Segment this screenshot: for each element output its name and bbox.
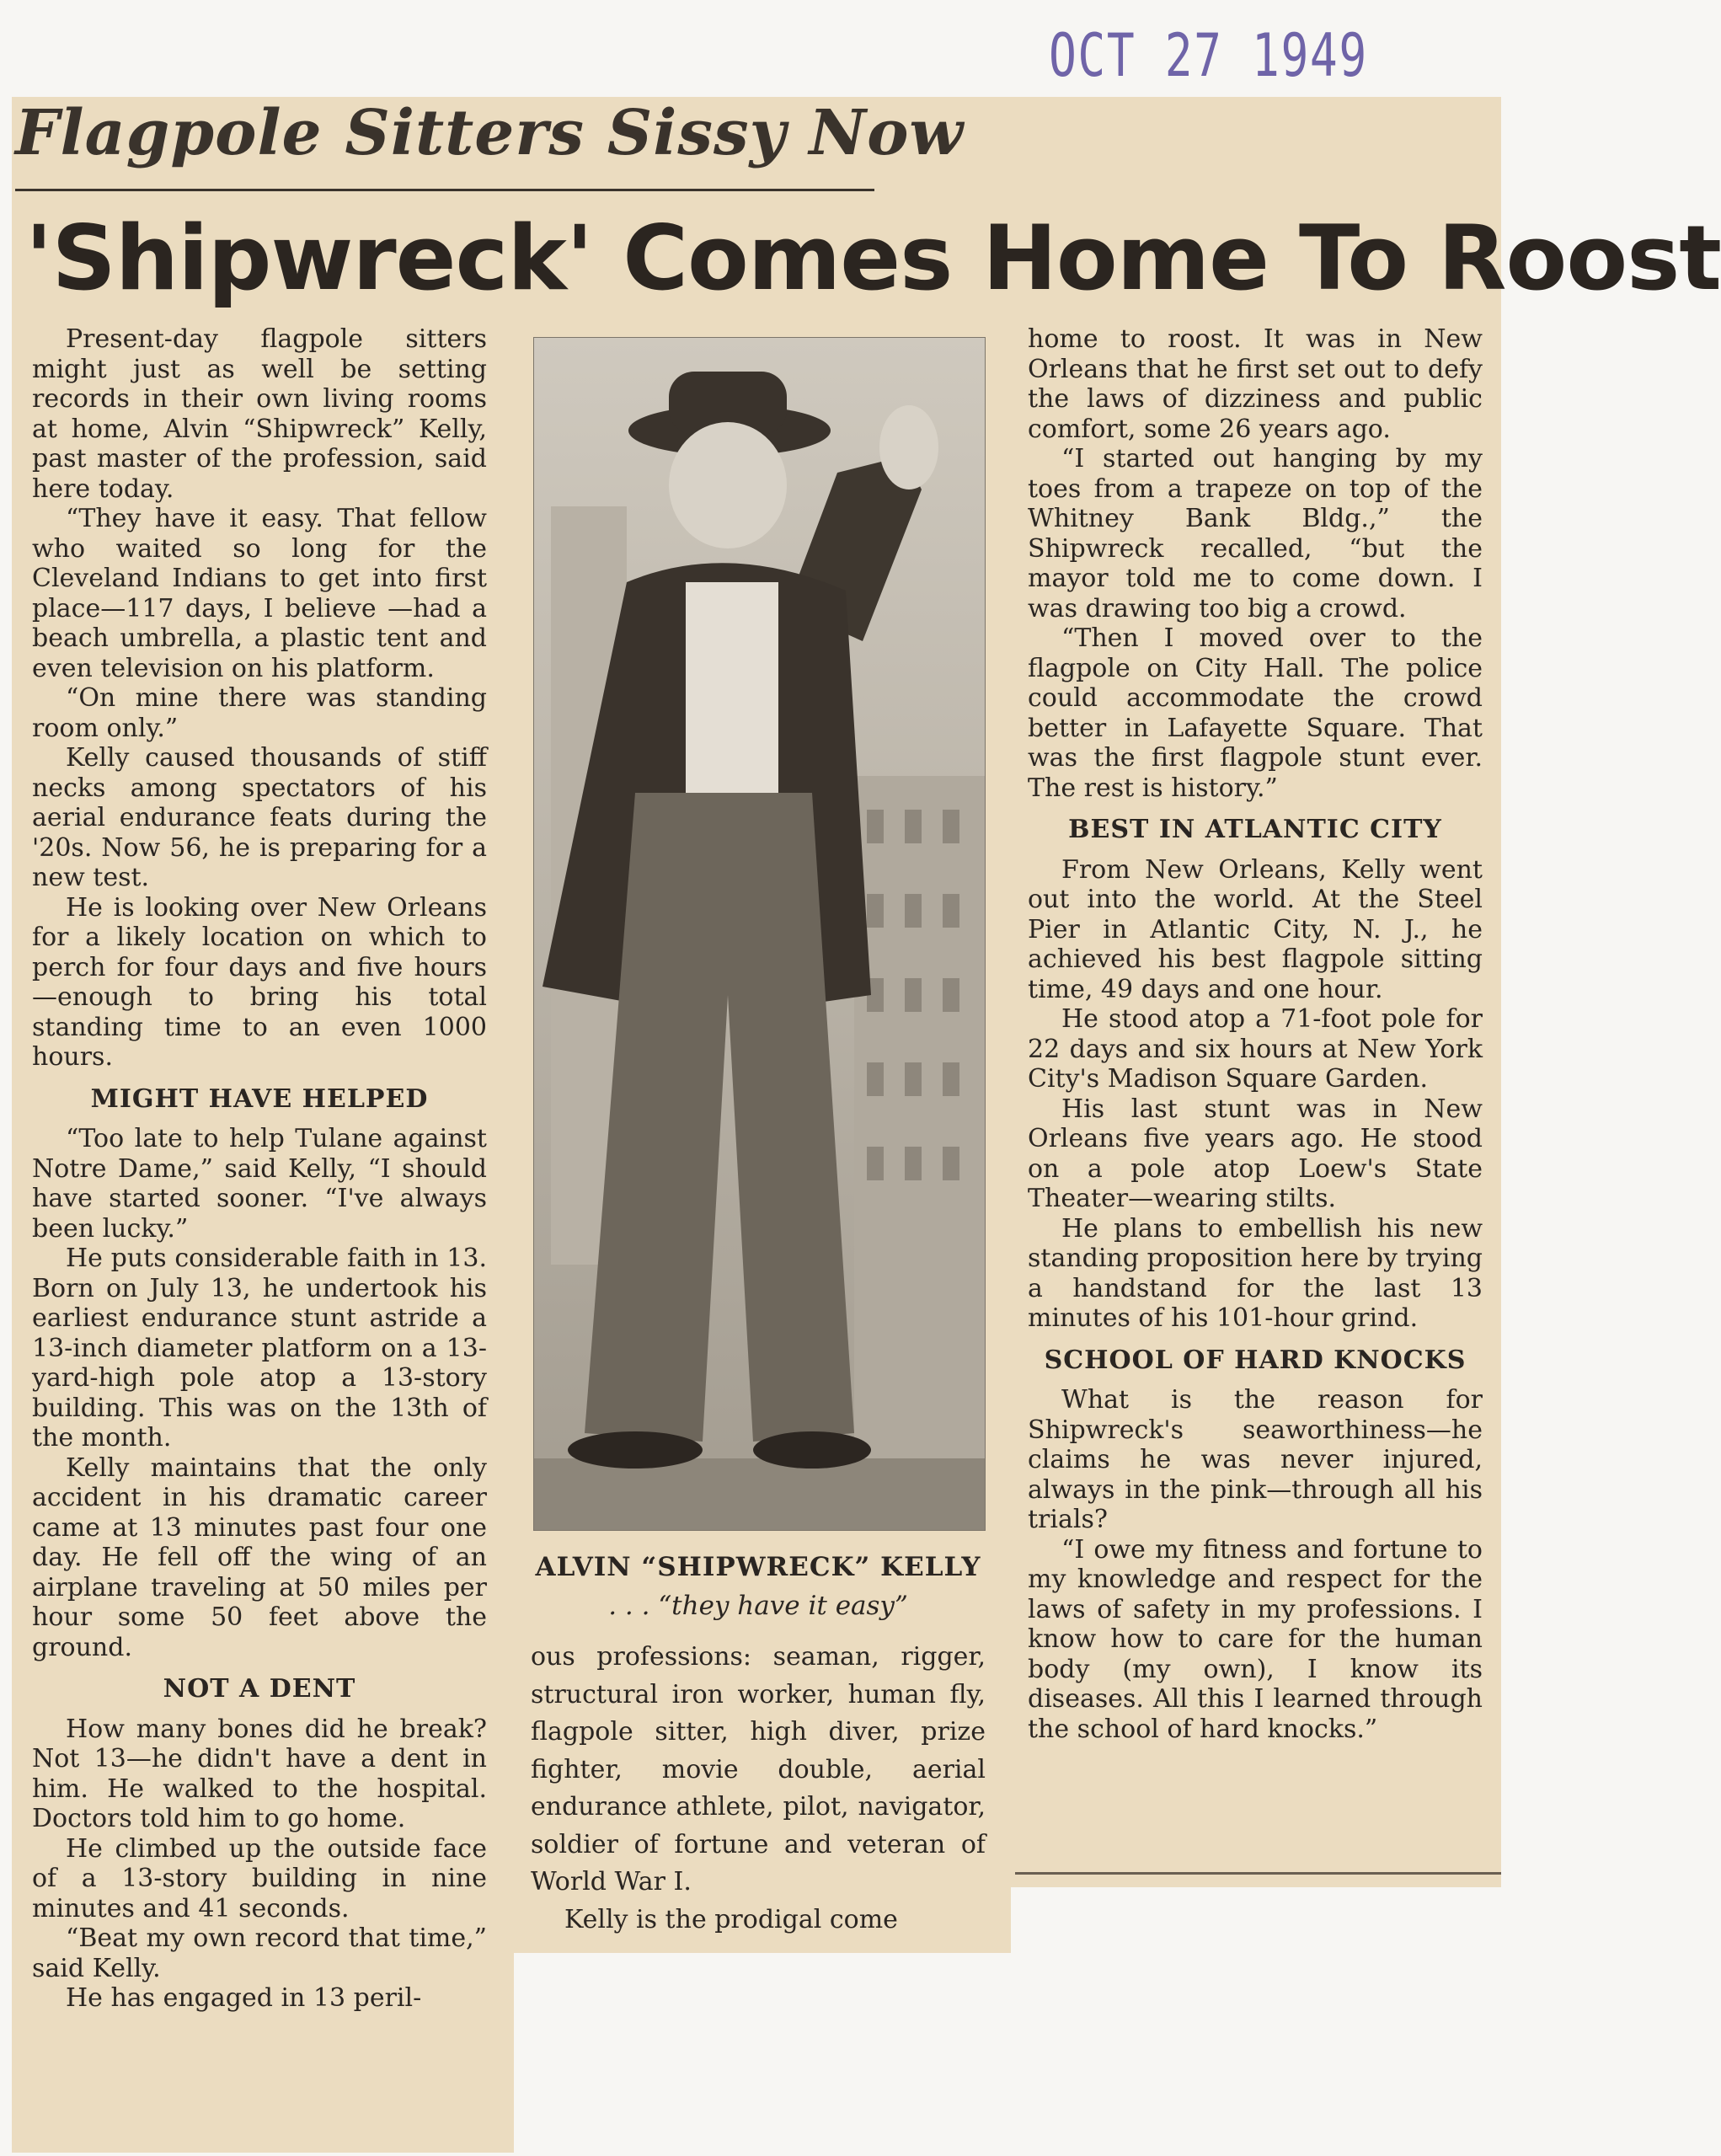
paragraph: ous professions: seaman, rigger, structural iron worker, human fly, flagpole sitter, high diver, prize fighter, movie double, aerial endurance athlete, pilot, navigator, soldier of fortune and veteran of World War I. [531,1642,986,1897]
paragraph: How many bones did he break? Not 13—he didn't have a dent in him. He walked to the hospital. Doctors told him to go home. [32,1714,487,1833]
paragraph: “I started out hanging by my toes from a trapeze on top of the Whitney Bank Bldg.,” the Shipwreck recalled, “but the mayor told me to come down. I was drawing too big a crowd. [1028,444,1483,623]
paragraph: home to roost. It was in New Orleans that he first set out to defy the laws of dizziness and public comfort, some 26 years ago. [1028,324,1483,444]
column-3 [1028,324,1483,1744]
subhead: MIGHT HAVE HELPED [90,1083,429,1114]
paragraph: What is the reason for Shipwreck's seaworthiness—he claims he was never injured, always in the pink—through all his trials? [1028,1385,1483,1534]
column-3-bottom-rule [1015,1872,1501,1875]
news-photo [533,337,986,1531]
paragraph: He puts considerable faith in 13. Born on July 13, he undertook his earliest endurance stunt astride a 13-inch diameter platform on a 13-yard-high pole atop a 13-story building. This was on the 13th of the month. [32,1244,487,1452]
photo-caption-quote: . . . “they have it easy” [608,1591,908,1621]
paragraph: Kelly caused thousands of stiff necks among spectators of his aerial endurance feats during the '20s. Now 56, he is preparing for a new test. [32,743,487,892]
paragraph: Kelly is the prodigal come [564,1904,898,1934]
paragraph: He climbed up the outside face of a 13-story building in nine minutes and 41 seconds. [32,1833,487,1923]
paragraph: “They have it easy. That fellow who waited so long for the Cleveland Indians to get into first place—117 days, I believe —had a beach umbrella, a plastic tent and even television on his platform. [32,504,487,683]
subhead: SCHOOL OF HARD KNOCKS [1044,1345,1467,1375]
column-1 [32,324,487,2014]
photo-illustration [534,338,985,1530]
kicker-headline: Flagpole Sitters Sissy Now [15,97,965,169]
subhead: NOT A DENT [163,1674,356,1704]
kicker-rule [15,189,874,191]
paragraph: His last stunt was in New Orleans five years ago. He stood on a pole atop Loew's State Theater—wearing stilts. [1028,1094,1483,1213]
paragraph: From New Orleans, Kelly went out into the world. At the Steel Pier in Atlantic City, N. J., he achieved his best flagpole sitting time, 49 days and one hour. [1028,854,1483,1004]
main-headline: 'Shipwreck' Comes Home To Roost [25,206,1721,310]
paragraph: He is looking over New Orleans for a likely location on which to perch for four days and five hours—enough to bring his total standing time to an even 1000 hours. [32,892,487,1072]
subhead: BEST IN ATLANTIC CITY [1068,815,1442,844]
paragraph: Present-day flagpole sitters might just as well be setting records in their own living rooms at home, Alvin “Shipwreck” Kelly, past master of the profession, said here today. [32,324,487,504]
paragraph: “I owe my fitness and fortune to my knowledge and respect for the laws of safety in my professions. I know how to care for the human body (my own), I know its diseases. All this I learned through the school of hard knocks.” [1028,1534,1483,1744]
paragraph: “Too late to help Tulane against Notre Dame,” said Kelly, “I should have started sooner. “I've always been lucky.” [32,1124,487,1244]
paragraph: He plans to embellish his new standing proposition here by trying a handstand for the last 13 minutes of his 101-hour grind. [1028,1213,1483,1333]
paragraph: “On mine there was standing room only.” [32,683,487,743]
date-stamp: OCT 27 1949 [1049,21,1368,90]
clipping-cutout-bottom-right-strip [514,1953,1501,2156]
paragraph: He stood atop a 71-foot pole for 22 days and six hours at New York City's Madison Square Garden. [1028,1004,1483,1094]
paragraph: Kelly maintains that the only accident in his dramatic career came at 13 minutes past four one day. He fell off the wing of an airplane traveling at 50 miles per hour some 50 feet above the ground. [32,1452,487,1662]
photo-caption-name: ALVIN “SHIPWRECK” KELLY [535,1552,981,1582]
paragraph: “Beat my own record that time,” said Kelly. [32,1923,487,1983]
paragraph: He has engaged in 13 peril- [66,1983,422,2013]
column-2 [531,1639,986,1939]
paragraph: “Then I moved over to the flagpole on City Hall. The police could accommodate the crowd better in Lafayette Square. That was the first flagpole stunt ever. The rest is history.” [1028,623,1483,803]
